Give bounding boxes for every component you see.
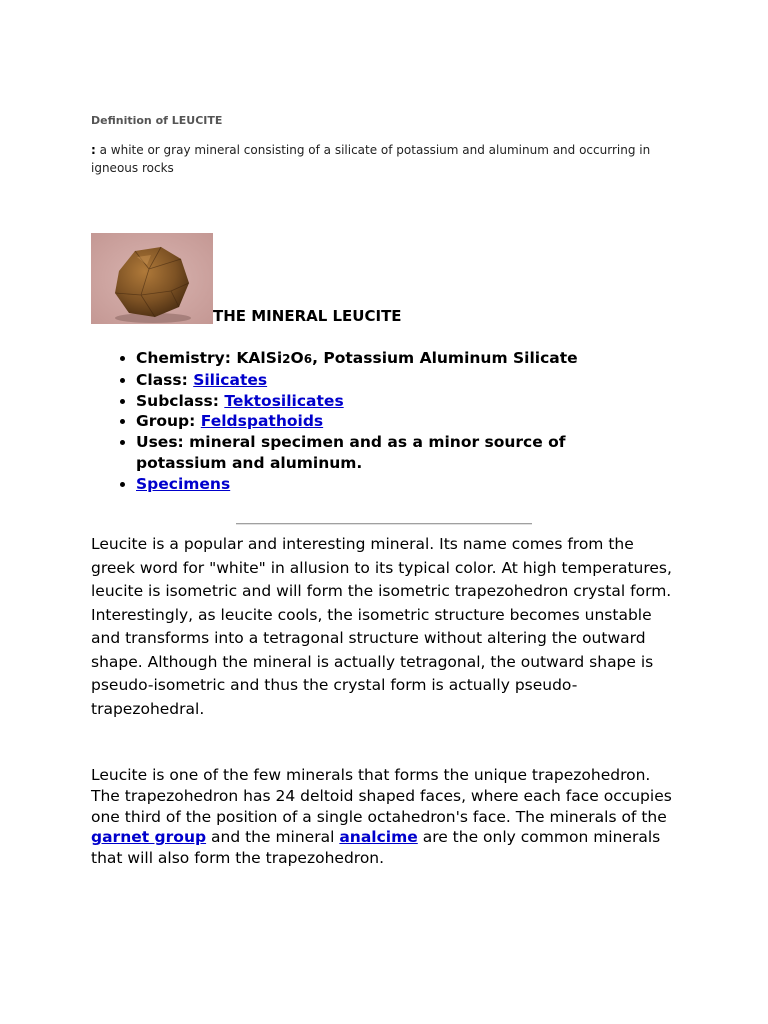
tektosilicates-link[interactable]: Tektosilicates <box>224 391 344 410</box>
property-group <box>136 411 656 432</box>
group-label: Group: <box>136 412 201 431</box>
chemistry-description: , Potassium Aluminum Silicate <box>312 349 578 367</box>
silicates-link[interactable]: Silicates <box>193 370 268 389</box>
leucite-crystal-photo <box>91 233 213 324</box>
subclass-label: Subclass: <box>136 391 225 410</box>
feldspathoids-link[interactable]: Feldspathoids <box>200 412 324 431</box>
mineral-title: THE MINERAL LEUCITE <box>213 307 402 325</box>
property-uses: • Uses: mineral specimen and as a minor source of potassium and aluminum. <box>136 432 656 474</box>
chemistry-formula-part: 2 <box>282 352 291 366</box>
definition-body: a white or gray mineral consisting of a silicate of potassium and aluminum and occurring in igneous rocks <box>91 143 651 175</box>
mineral-properties-list <box>112 348 656 495</box>
chemistry-formula-part: 6 <box>303 352 313 366</box>
chemistry-label: Chemistry: <box>136 349 237 367</box>
paragraph-trapezohedron <box>91 765 681 869</box>
chemistry-formula-part: O <box>290 349 304 367</box>
paragraph-text: and the mineral <box>206 828 340 847</box>
definition-prefix: : <box>91 143 96 157</box>
property-class <box>136 370 656 391</box>
definition-heading: Definition of LEUCITE <box>91 114 223 127</box>
garnet-group-link[interactable]: garnet group <box>91 828 207 847</box>
definition-text <box>91 141 691 177</box>
leucite-crystal-image <box>91 233 213 324</box>
paragraph-text: Leucite is one of the few minerals that forms the unique trapezohedron. The trapezohedron has 24 deltoid shaped faces, where each face occupies one third of the position of a single octahedron's face. The minerals of the <box>91 766 672 826</box>
paragraph-text: are the only common minerals that will also form the trapezohedron. <box>91 828 661 868</box>
class-label: Class: <box>136 370 194 389</box>
property-chemistry <box>136 348 656 370</box>
analcime-link[interactable]: analcime <box>339 828 418 847</box>
horizontal-divider <box>236 523 532 525</box>
specimens-link[interactable]: Specimens <box>136 474 231 493</box>
property-subclass <box>136 391 656 412</box>
chemistry-formula-part: KAlSi <box>236 349 283 367</box>
paragraph-intro: Leucite is a popular and interesting mineral. Its name comes from the greek word for "white" in allusion to its typical color. At high temperatures, leucite is isometric and will form the isometric trapezohedron crystal form. Interestingly, as leucite cools, the isometric structure becomes unstable and transforms into a tetragonal structure without altering the outward shape. Although the mineral is actually tetragonal, the outward shape is pseudo-isometric and thus the crystal form is actually pseudo-trapezohedral. <box>91 535 672 718</box>
property-specimens <box>136 474 656 495</box>
